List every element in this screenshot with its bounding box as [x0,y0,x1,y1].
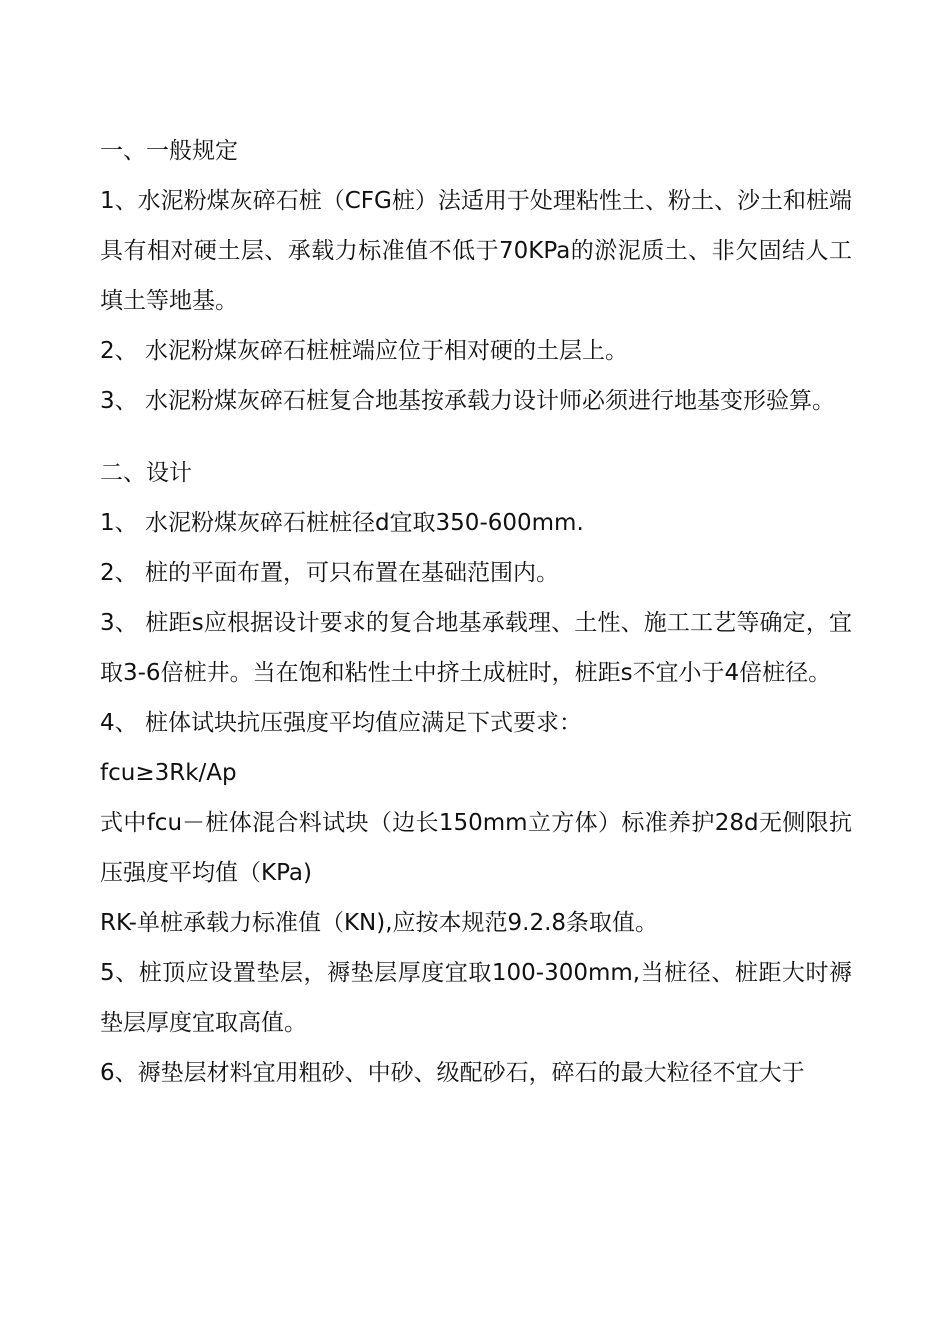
formula-definition-fcu: 式中fcu－桩体混合料试块（边长150mm立方体）标准养护28d无侧限抗压强度平均值（KPa) [100,810,852,886]
design-item-1: 1、 水泥粉煤灰碎石桩桩径d宜取350-600mm. [100,510,584,536]
formula-definition-rk: RK-单桩承载力标准值（KN),应按本规范9.2.8条取值。 [100,910,659,936]
general-item-3: 3、 水泥粉煤灰碎石桩复合地基按承载力设计师必须进行地基变形验算。 [100,388,835,414]
document-page [100,126,852,1098]
design-item-6: 6、褥垫层材料宜用粗砂、中砂、级配砂石，碎石的最大粒径不宜大于 [100,1060,805,1086]
section-heading-general: 一、一般规定 [100,138,238,164]
section-gap [100,426,852,448]
general-item-2: 2、 水泥粉煤灰碎石桩桩端应位于相对硬的土层上。 [100,338,628,364]
design-item-3: 3、 桩距s应根据设计要求的复合地基承载理、土性、施工工艺等确定，宜取3-6倍桩井。当在饱和粘性土中挤土成桩时，桩距s不宜小于4倍桩径。 [100,610,852,686]
strength-formula: fcu≥3Rk/Ap [100,760,237,786]
section-heading-design: 二、设计 [100,460,192,486]
design-item-2: 2、 桩的平面布置，可只布置在基础范围内。 [100,560,559,586]
design-item-4: 4、 桩体试块抗压强度平均值应满足下式要求： [100,710,582,736]
general-item-1: 1、水泥粉煤灰碎石桩（CFG桩）法适用于处理粘性土、粉土、沙土和桩端具有相对硬土层、承载力标准值不低于70KPa的淤泥质土、非欠固结人工填土等地基。 [100,188,852,314]
design-item-5: 5、桩顶应设置垫层，褥垫层厚度宜取100-300mm,当桩径、桩距大时褥垫层厚度宜取高值。 [100,960,852,1036]
